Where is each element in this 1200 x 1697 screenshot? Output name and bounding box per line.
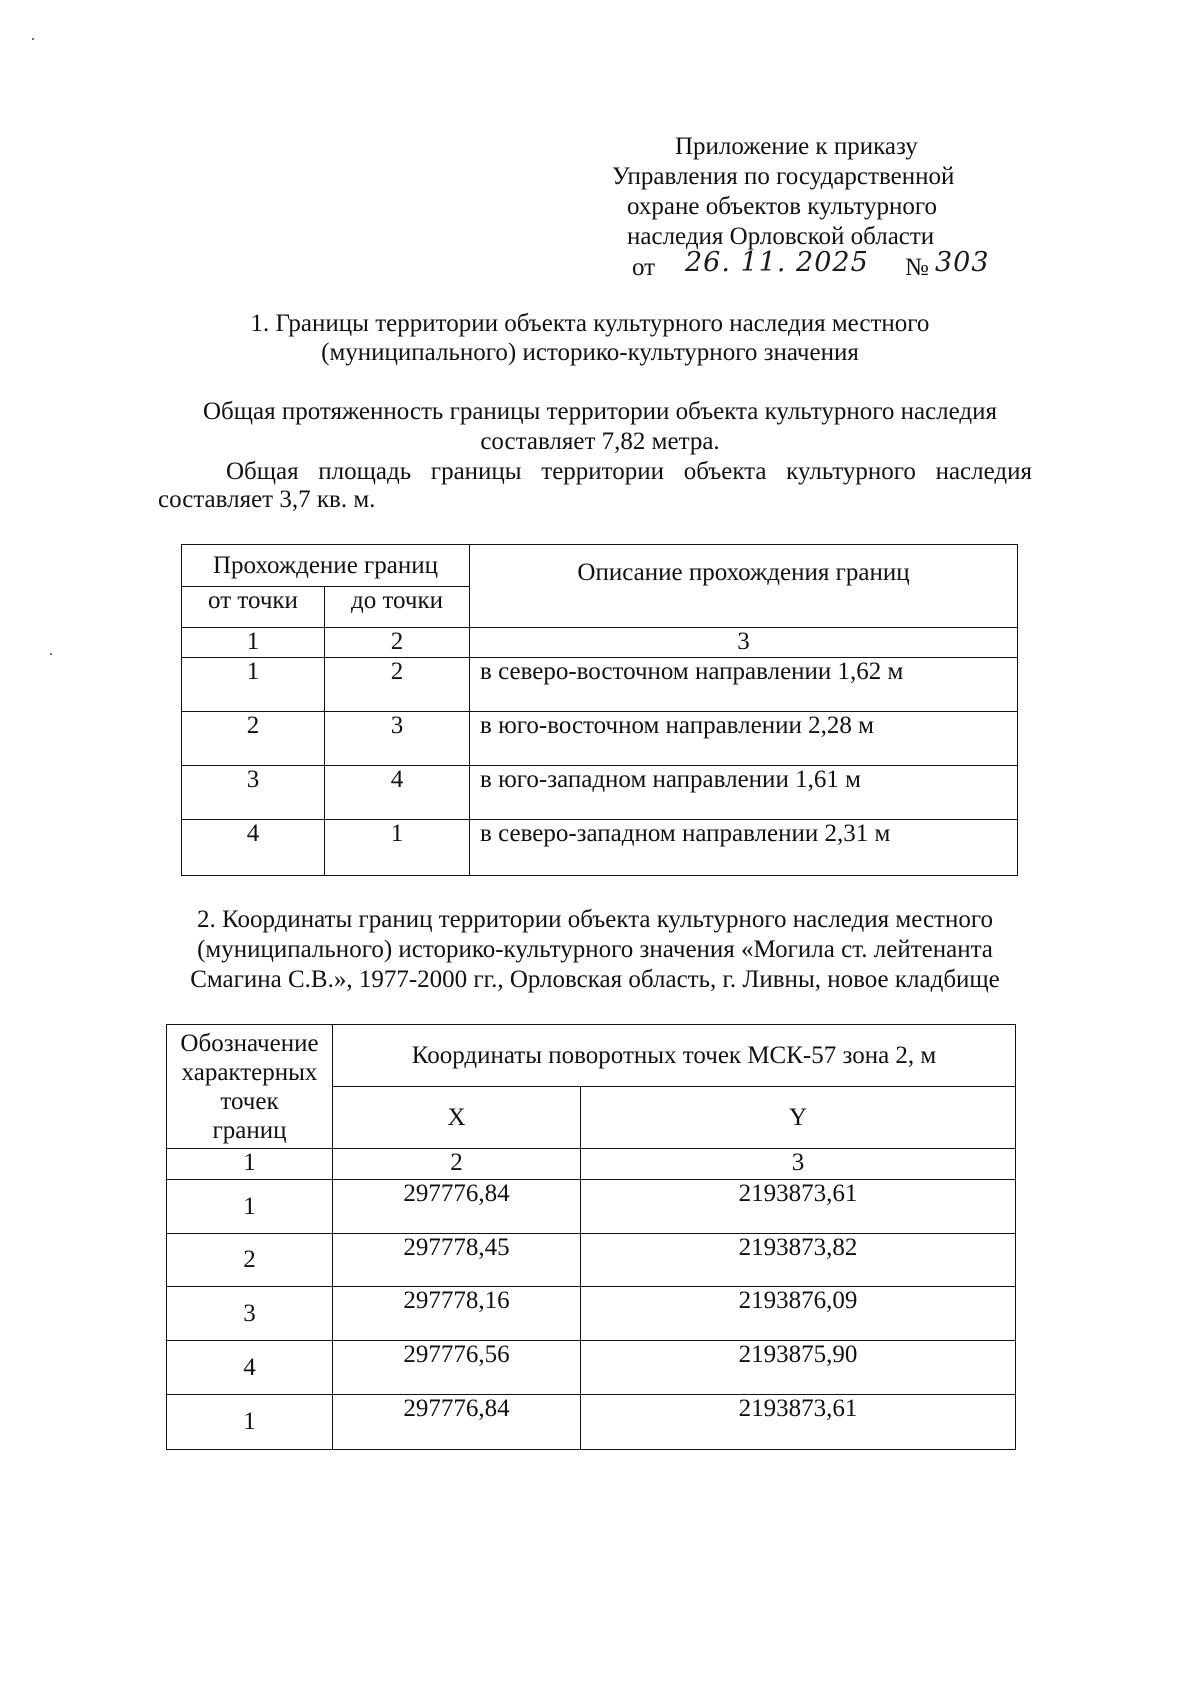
length-line: Общая протяженность границы территории объекта культурного наследия [202,398,998,425]
y-cell: 2193875,90 [581,1341,1016,1395]
description-cell: в юго-восточном направлении 2,28 м [470,712,1018,766]
point-cell: 2 [167,1234,333,1287]
column-number: 1 [182,628,325,658]
column-number-row [167,1149,1016,1180]
section2-title-line: Смагина С.В.», 1977-2000 гг., Орловская область, г. Ливны, новое кладбище [190,966,1000,993]
y-cell: 2193873,61 [581,1180,1016,1234]
column-number-row [182,628,1018,658]
from-point-cell: 1 [182,658,325,712]
from-point-cell: 2 [182,712,325,766]
header-to-point: до точки [325,587,470,628]
x-cell: 297776,84 [333,1395,581,1450]
y-cell: 2193873,82 [581,1234,1016,1287]
header-point-line: границ [212,1117,287,1144]
scan-speck [50,653,52,655]
to-point-cell: 3 [325,712,470,766]
table-row [182,766,1018,820]
header-y: Y [581,1087,1016,1149]
table-row [182,658,1018,712]
appendix-line: Приложение к приказу [675,133,918,160]
appendix-line: охране объектов культурного [627,193,938,220]
x-cell: 297776,56 [333,1341,581,1395]
point-cell: 1 [167,1395,333,1450]
header-point-designation [167,1025,333,1149]
to-point-cell: 1 [325,820,470,876]
table-row [182,712,1018,766]
x-cell: 297778,16 [333,1287,581,1341]
header-point-line: Обозначение [180,1030,319,1057]
boundary-table [181,544,1018,876]
to-point-cell: 2 [325,658,470,712]
point-cell: 4 [167,1341,333,1395]
y-cell: 2193876,09 [581,1287,1016,1341]
section1-title-line: 1. Границы территории объекта культурного наследия местного [250,310,930,337]
header-coordinates: Координаты поворотных точек МСК-57 зона 2, м [333,1025,1016,1087]
appendix-line: наследия Орловской области [627,223,935,250]
table-row [167,1234,1016,1287]
section1-title-line: (муниципального) историко-культурного значения [321,339,859,366]
x-cell: 297776,84 [333,1180,581,1234]
point-cell: 3 [167,1287,333,1341]
table-row [182,820,1018,876]
handwritten-date: 26. 11. 2025 [685,247,869,278]
length-line: составляет 7,82 метра. [480,428,720,455]
column-number: 2 [325,628,470,658]
header-boundary-passage: Прохождение границ [182,545,470,587]
table-row [167,1287,1016,1341]
from-point-cell: 3 [182,766,325,820]
appendix-number-prefix: № [905,254,929,281]
scan-speck [32,38,34,40]
table-row [167,1395,1016,1450]
section2-title-line: (муниципального) историко-культурного значения «Могила ст. лейтенанта [197,936,993,963]
point-cell: 1 [167,1180,333,1234]
coordinates-table [166,1024,1016,1450]
description-cell: в северо-восточном направлении 1,62 м [470,658,1018,712]
description-cell: в юго-западном направлении 1,61 м [470,766,1018,820]
handwritten-number: 303 [935,247,990,278]
header-boundary-description: Описание прохождения границ [470,545,1018,628]
column-number: 3 [470,628,1018,658]
to-point-cell: 4 [325,766,470,820]
appendix-line: Управления по государственной [612,163,955,190]
from-point-cell: 4 [182,820,325,876]
column-number: 3 [581,1149,1016,1180]
table-row [167,1341,1016,1395]
column-number: 2 [333,1149,581,1180]
header-point-line: точек [220,1088,279,1115]
description-cell: в северо-западном направлении 2,31 м [470,820,1018,876]
header-from-point: от точки [182,587,325,628]
header-x: X [333,1087,581,1149]
x-cell: 297778,45 [333,1234,581,1287]
area-line: составляет 3,7 кв. м. [158,486,376,513]
column-number: 1 [167,1149,333,1180]
appendix-date-prefix: от [632,254,656,281]
header-point-line: характерных [181,1059,318,1086]
table-row [167,1180,1016,1234]
section2-title-line: 2. Координаты границ территории объекта культурного наследия местного [197,906,993,933]
y-cell: 2193873,61 [581,1395,1016,1450]
area-line: Общая площадь границы территории объекта культурного наследия [226,458,1032,485]
